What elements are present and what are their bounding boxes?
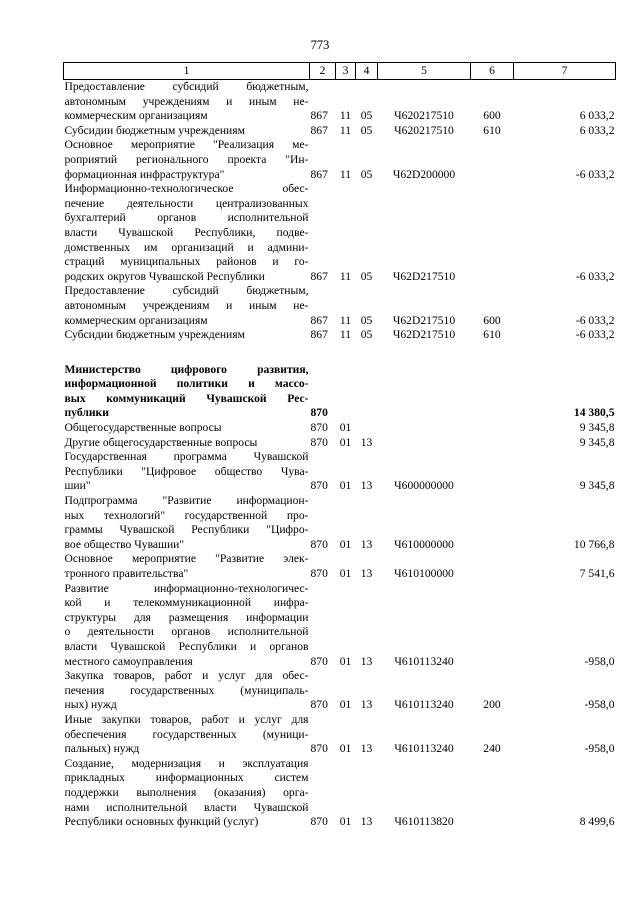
cell-name [64,494,310,552]
cell-name-line: автономным учреждениям и иным не- [64,298,309,312]
table-header-row [64,63,616,80]
cell-name-line: Республики основных функций (услуг) [64,815,259,829]
cell-name-line: пальных) нужд [64,742,140,756]
cell-name [64,328,310,343]
table-row [64,421,616,436]
cell-c4: 13 [360,742,373,756]
cell-name-line: ных технологий" государственной про- [64,508,309,522]
cell-name [64,182,310,284]
cell-c4: 05 [360,167,373,181]
cell-name-line: домственных им организаций и админи- [64,240,309,254]
cell-c5: Ч610000000 [394,537,454,551]
cell-c4: 13 [360,698,373,712]
cell-c2: 870 [310,654,328,668]
cell-name-line: Республики "Цифровое общество Чува- [64,464,309,478]
cell-name-line: коммерческим организациям [64,313,208,327]
cell-name [64,669,310,713]
cell-c5: Ч620217510 [394,109,454,123]
table-row [64,328,616,343]
cell-c5: Ч610100000 [394,567,454,580]
cell-name-line: власти Чувашской Республики и органов [64,639,309,653]
cell-c6: 240 [483,742,501,756]
cell-c2: 867 [310,328,328,342]
cell-c7: 14 380,5 [573,406,615,420]
cell-name [64,138,310,182]
cell-c3: 11 [339,123,352,137]
table-row [64,363,616,421]
cell-c4: 13 [360,435,373,449]
cell-name-line: тронного правительства" [64,567,189,580]
cell-name-line: публики [64,406,109,420]
cell-c5: Ч610113240 [394,654,454,668]
cell-name-line: Подпрограмма "Развитие информацион- [64,494,309,508]
cell-c4: 13 [360,654,373,668]
cell-c3: 11 [339,167,352,181]
cell-name [64,552,310,581]
cell-c2: 867 [310,269,328,283]
cell-name-line: печение деятельности централизованных [64,196,309,210]
cell-c7: 8 499,6 [579,815,615,829]
column-header-1: 1 [64,63,310,80]
column-header-2: 2 [310,63,336,80]
cell-c2: 867 [310,109,328,123]
cell-name-line: формационная инфраструктура" [64,167,225,181]
cell-name-line: нами исполнительной власти Чувашской [64,800,309,814]
cell-name-line: вое общество Чувашии" [64,537,185,551]
cell-name-line: коммерческим организациям [64,109,208,123]
cell-c4: 13 [360,537,373,551]
cell-c3: 11 [339,328,352,342]
cell-name-line: Закупка товаров, работ и услуг для обес- [64,669,309,683]
cell-c7: -958,0 [584,742,615,756]
cell-c5: Ч610113240 [394,742,454,756]
cell-name-line: кой и телекоммуникационной инфра- [64,596,309,610]
cell-c7: 6 033,2 [579,123,615,137]
cell-c6 [471,450,514,494]
cell-name-line: автономным учреждениям и иным не- [64,94,309,108]
cell-c4: 05 [360,123,373,137]
cell-c4: 05 [360,328,373,342]
table-row [64,757,616,830]
cell-c5: Ч62D200000 [392,167,456,181]
cell-c3: 01 [339,654,352,668]
cell-c6 [471,757,514,830]
cell-name-line: родских округов Чувашской Республики [64,269,265,283]
cell-c7: 9 345,8 [579,421,615,435]
cell-c7: -6 033,2 [575,269,615,283]
cell-name-line: вых коммуникаций Чувашской Рес- [64,391,309,405]
cell-name-line: о деятельности органов исполнительной [64,625,309,639]
cell-name [64,436,310,451]
cell-c7: 6 033,2 [579,109,615,123]
cell-c3 [336,363,356,421]
cell-c6 [471,138,514,182]
cell-c4: 05 [360,269,373,283]
cell-c7: -6 033,2 [575,313,615,327]
cell-name [64,450,310,494]
cell-name-line: роприятий регионального проекта "Ин- [64,152,309,166]
cell-c7: 10 766,8 [573,537,615,551]
cell-c6 [471,582,514,670]
cell-c5: Ч62D217510 [392,313,456,327]
table-row [64,284,616,328]
cell-name-line: граммы Чувашской Республики "Цифро- [64,523,309,537]
cell-name-line: Субсидии бюджетным учреждениям [64,123,245,137]
table-row [64,494,616,552]
cell-c2: 870 [310,406,328,420]
cell-c4: 05 [360,313,373,327]
cell-name-line: страций муниципальных районов и го- [64,255,309,269]
cell-c7: -6 033,2 [575,167,615,181]
cell-name-line: ных) нужд [64,698,117,712]
cell-c3: 01 [339,435,352,449]
cell-name [64,421,310,436]
cell-c5: Ч610113240 [394,698,454,712]
table-row [64,669,616,713]
cell-c6 [471,436,514,451]
cell-c2: 870 [310,435,328,449]
cell-name-line: Предоставление субсидий бюджетным, [64,80,309,93]
cell-c5 [378,363,471,421]
cell-c3: 01 [339,537,352,551]
cell-c3: 01 [339,698,352,712]
cell-c4: 05 [360,109,373,123]
cell-c6: 600 [483,109,501,123]
cell-c7: 7 541,6 [579,567,615,580]
cell-name-line: Развитие информационно-технологичес- [64,581,309,595]
spacer-row [64,343,616,363]
cell-name-line: Предоставление субсидий бюджетным, [64,284,309,298]
cell-name-line: власти Чувашской Республики, подве- [64,225,309,239]
table-row [64,124,616,139]
cell-name-line: Основное мероприятие "Реализация ме- [64,138,309,152]
cell-c6 [471,552,514,581]
cell-name-line: информационной политики и массо- [64,377,309,391]
column-header-3: 3 [336,63,356,80]
cell-name [64,124,310,139]
cell-name [64,363,310,421]
cell-name-line: шии" [64,479,91,493]
spacer-cell [64,343,616,363]
cell-c2: 867 [310,123,328,137]
cell-name [64,582,310,670]
column-header-4: 4 [356,63,378,80]
cell-c7: -6 033,2 [575,328,615,342]
table-row [64,713,616,757]
cell-c4: 13 [360,479,373,493]
cell-c3: 01 [339,742,352,756]
cell-name [64,713,310,757]
cell-c6: 200 [483,698,501,712]
table-row [64,80,616,124]
cell-c3: 01 [339,479,352,493]
cell-c2: 870 [310,537,328,551]
cell-name [64,757,310,830]
cell-name-line: бухгалтерий органов исполнительной [64,211,309,225]
cell-c2: 870 [310,698,328,712]
cell-c5: Ч610113820 [394,815,454,829]
table-row [64,450,616,494]
cell-name-line: Государственная программа Чувашской [64,450,309,464]
cell-c4: 13 [360,567,373,580]
table-body [64,80,616,830]
cell-c6: 610 [483,328,501,342]
cell-name-line: печения государственных (муниципаль- [64,683,309,697]
cell-c3: 01 [339,421,352,435]
cell-c5: Ч600000000 [394,479,454,493]
table-row [64,436,616,451]
cell-c7: -958,0 [584,654,615,668]
cell-name-line: Иные закупки товаров, работ и услуг для [64,712,309,726]
cell-c2: 870 [310,567,328,580]
cell-name-line: Министерство цифрового развития, [64,362,309,376]
cell-c4: 13 [360,815,373,829]
cell-c7: -958,0 [584,698,615,712]
column-header-5: 5 [378,63,471,80]
budget-table [63,62,616,830]
cell-c2: 870 [310,479,328,493]
cell-name-line: поддержки выполнения (оказания) орга- [64,785,309,799]
cell-name-line: Другие общегосударственные вопросы [64,435,258,449]
cell-c7: 9 345,8 [579,479,615,493]
cell-name-line: структуры для размещения информации [64,610,309,624]
cell-c5 [378,421,471,436]
cell-name-line: Информационно-технологическое обес- [64,182,309,196]
cell-name-line: местного самоуправления [64,654,193,668]
cell-c3: 11 [339,109,352,123]
cell-name [64,284,310,328]
table-row [64,182,616,284]
cell-c4 [356,363,378,421]
cell-c7: 9 345,8 [579,435,615,449]
cell-c3: 11 [339,313,352,327]
cell-name-line: Субсидии бюджетным учреждениям [64,328,245,342]
cell-c2: 870 [310,742,328,756]
cell-name-line: обеспечения государственных (муници- [64,727,309,741]
cell-c6 [471,421,514,436]
cell-c6: 610 [483,123,501,137]
cell-c4 [356,421,378,436]
column-header-7: 7 [514,63,616,80]
cell-c2: 870 [310,815,328,829]
cell-c6 [471,494,514,552]
cell-name-line: прикладных информационных систем [64,771,309,785]
cell-name [64,80,310,124]
cell-c6: 600 [483,313,501,327]
table-row [64,582,616,670]
cell-name-line: Создание, модернизация и эксплуатация [64,756,309,770]
cell-c2: 867 [310,167,328,181]
cell-c5: Ч620217510 [394,123,454,137]
cell-c6 [471,182,514,284]
cell-c5: Ч62D217510 [392,328,456,342]
column-header-6: 6 [471,63,514,80]
cell-name-line: Основное мероприятие "Развитие элек- [64,552,309,566]
cell-name-line: Общегосударственные вопросы [64,421,222,435]
cell-c5 [378,436,471,451]
page-number: 773 [310,38,330,52]
cell-c3: 11 [339,269,352,283]
cell-c5: Ч62D217510 [392,269,456,283]
cell-c3: 01 [339,815,352,829]
cell-c2: 870 [310,421,328,435]
cell-c2: 867 [310,313,328,327]
cell-c6 [471,363,514,421]
cell-c3: 01 [339,567,352,580]
table-row [64,552,616,581]
table-row [64,138,616,182]
